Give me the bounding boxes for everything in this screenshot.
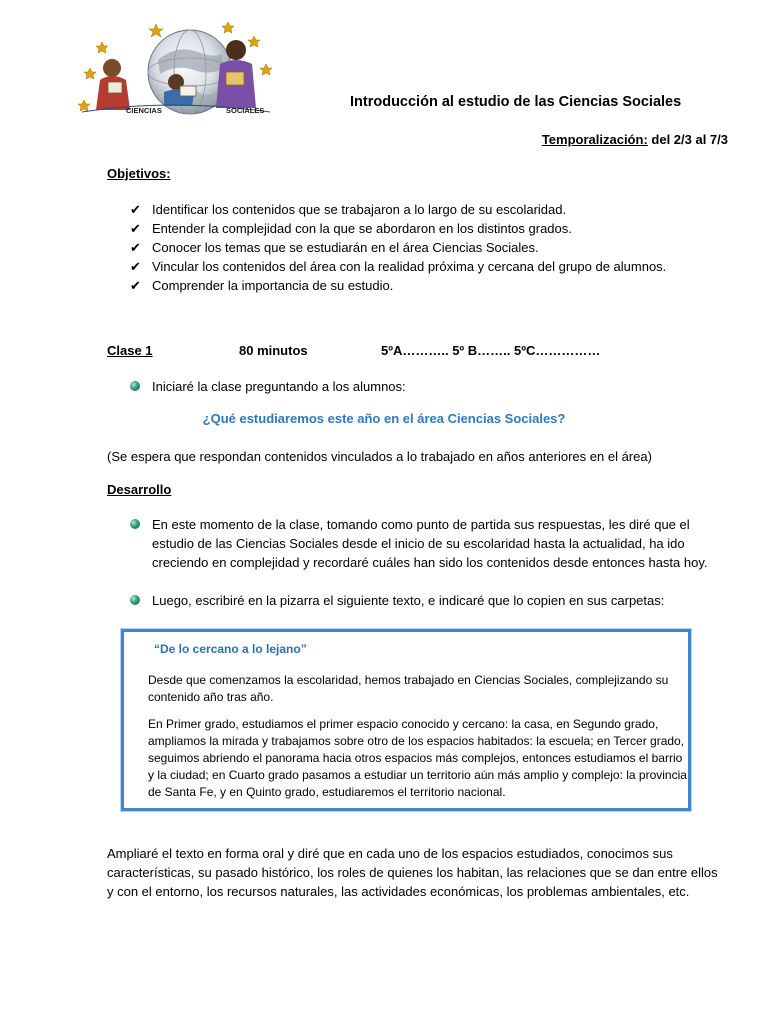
- bullet-icon: [130, 381, 140, 391]
- clase-groups: 5ºA……….. 5º B…….. 5ºC……………: [381, 343, 601, 358]
- objetivo-item: ✔ Vincular los contenidos del área con la realidad próxima y cercana del grupo de alumnos.: [130, 259, 667, 274]
- clase-label: Clase 1: [107, 343, 153, 358]
- closing-paragraph: Ampliaré el texto en forma oral y diré que en cada uno de los espacios estudiados, conocimos sus características, su pasado histórico, los roles de quienes los habitan, las relaciones que se dan entre ellos y con el entorno, los recursos naturales, las actividades económicas, los problemas ambientales, etc.: [107, 846, 718, 899]
- temporalizacion-label: Temporalización:: [541, 132, 648, 147]
- box-title: “De lo cercano a lo lejano”: [154, 642, 307, 656]
- temporalizacion: [542, 132, 728, 147]
- objetivo-item: ✔ Entender la complejidad con la que se abordaron en los distintos grados.: [130, 221, 572, 236]
- objetivo-item: ✔ Conocer los temas que se estudiarán en el área Ciencias Sociales.: [130, 240, 539, 255]
- box-paragraph-2: En Primer grado, estudiamos el primer espacio conocido y cercano: la casa, en Segundo grado, ampliamos la mirada y trabajamos sobre otro de los espacios habitados: la escuela; en Tercer grado, seguimos abriendo el panorama hacia otros espacios más complejos, entonces estudiamos el barrio y la ciudad; en Cuarto grado pasamos a estudiar un territorio aún más amplio y complejo: la provincia de Santa Fe, y en Quinto grado, estudiaremos el territorio nacional.: [148, 717, 687, 799]
- box-paragraph-1: Desde que comenzamos la escolaridad, hemos trabajado en Ciencias Sociales, complejizando su contenido año tras año.: [148, 673, 669, 704]
- objetivos-list: [130, 200, 666, 295]
- desarrollo-heading: Desarrollo: [107, 482, 172, 497]
- expectation-text: (Se espera que respondan contenidos vinculados a lo trabajado en años anteriores en el área): [107, 449, 652, 464]
- ciencias-sociales-logo: [78, 20, 274, 120]
- clase-row: [107, 343, 667, 361]
- checkmark-icon: ✔: [130, 240, 141, 255]
- clase-duration: 80 minutos: [239, 343, 308, 358]
- objetivo-item: ✔ Identificar los contenidos que se trabajaron a lo largo de su escolaridad.: [130, 202, 567, 217]
- svg-text:CIENCIAS: CIENCIAS: [126, 106, 162, 115]
- checkmark-icon: ✔: [130, 202, 141, 217]
- bullet-icon: [130, 595, 140, 605]
- desarrollo-item: Luego, escribiré en la pizarra el siguiente texto, e indicaré que lo copien en sus carpetas:: [152, 591, 732, 610]
- pizarra-text-box: [121, 629, 691, 811]
- bullet-icon: [130, 519, 140, 529]
- page-title: Introducción al estudio de las Ciencias Sociales: [350, 94, 682, 110]
- guiding-question: ¿Qué estudiaremos este año en el área Ciencias Sociales?: [202, 411, 566, 426]
- desarrollo-item: En este momento de la clase, tomando como punto de partida sus respuestas, les diré que el estudio de las Ciencias Sociales desde el inicio de su escolaridad hasta la actualidad, ha ido creciendo en complejidad y recordaré cuáles han sido los contenidos desde entonces hasta hoy.: [152, 515, 722, 572]
- svg-text:SOCIALES: SOCIALES: [226, 106, 265, 115]
- checkmark-icon: ✔: [130, 278, 141, 293]
- inicio-bullet: Iniciaré la clase preguntando a los alumnos:: [152, 377, 406, 396]
- checkmark-icon: ✔: [130, 221, 141, 236]
- checkmark-icon: ✔: [130, 259, 141, 274]
- objetivo-item: ✔ Comprender la importancia de su estudio.: [130, 278, 394, 293]
- objetivos-heading: Objetivos:: [107, 166, 171, 181]
- temporalizacion-value: del 2/3 al 7/3: [647, 132, 728, 147]
